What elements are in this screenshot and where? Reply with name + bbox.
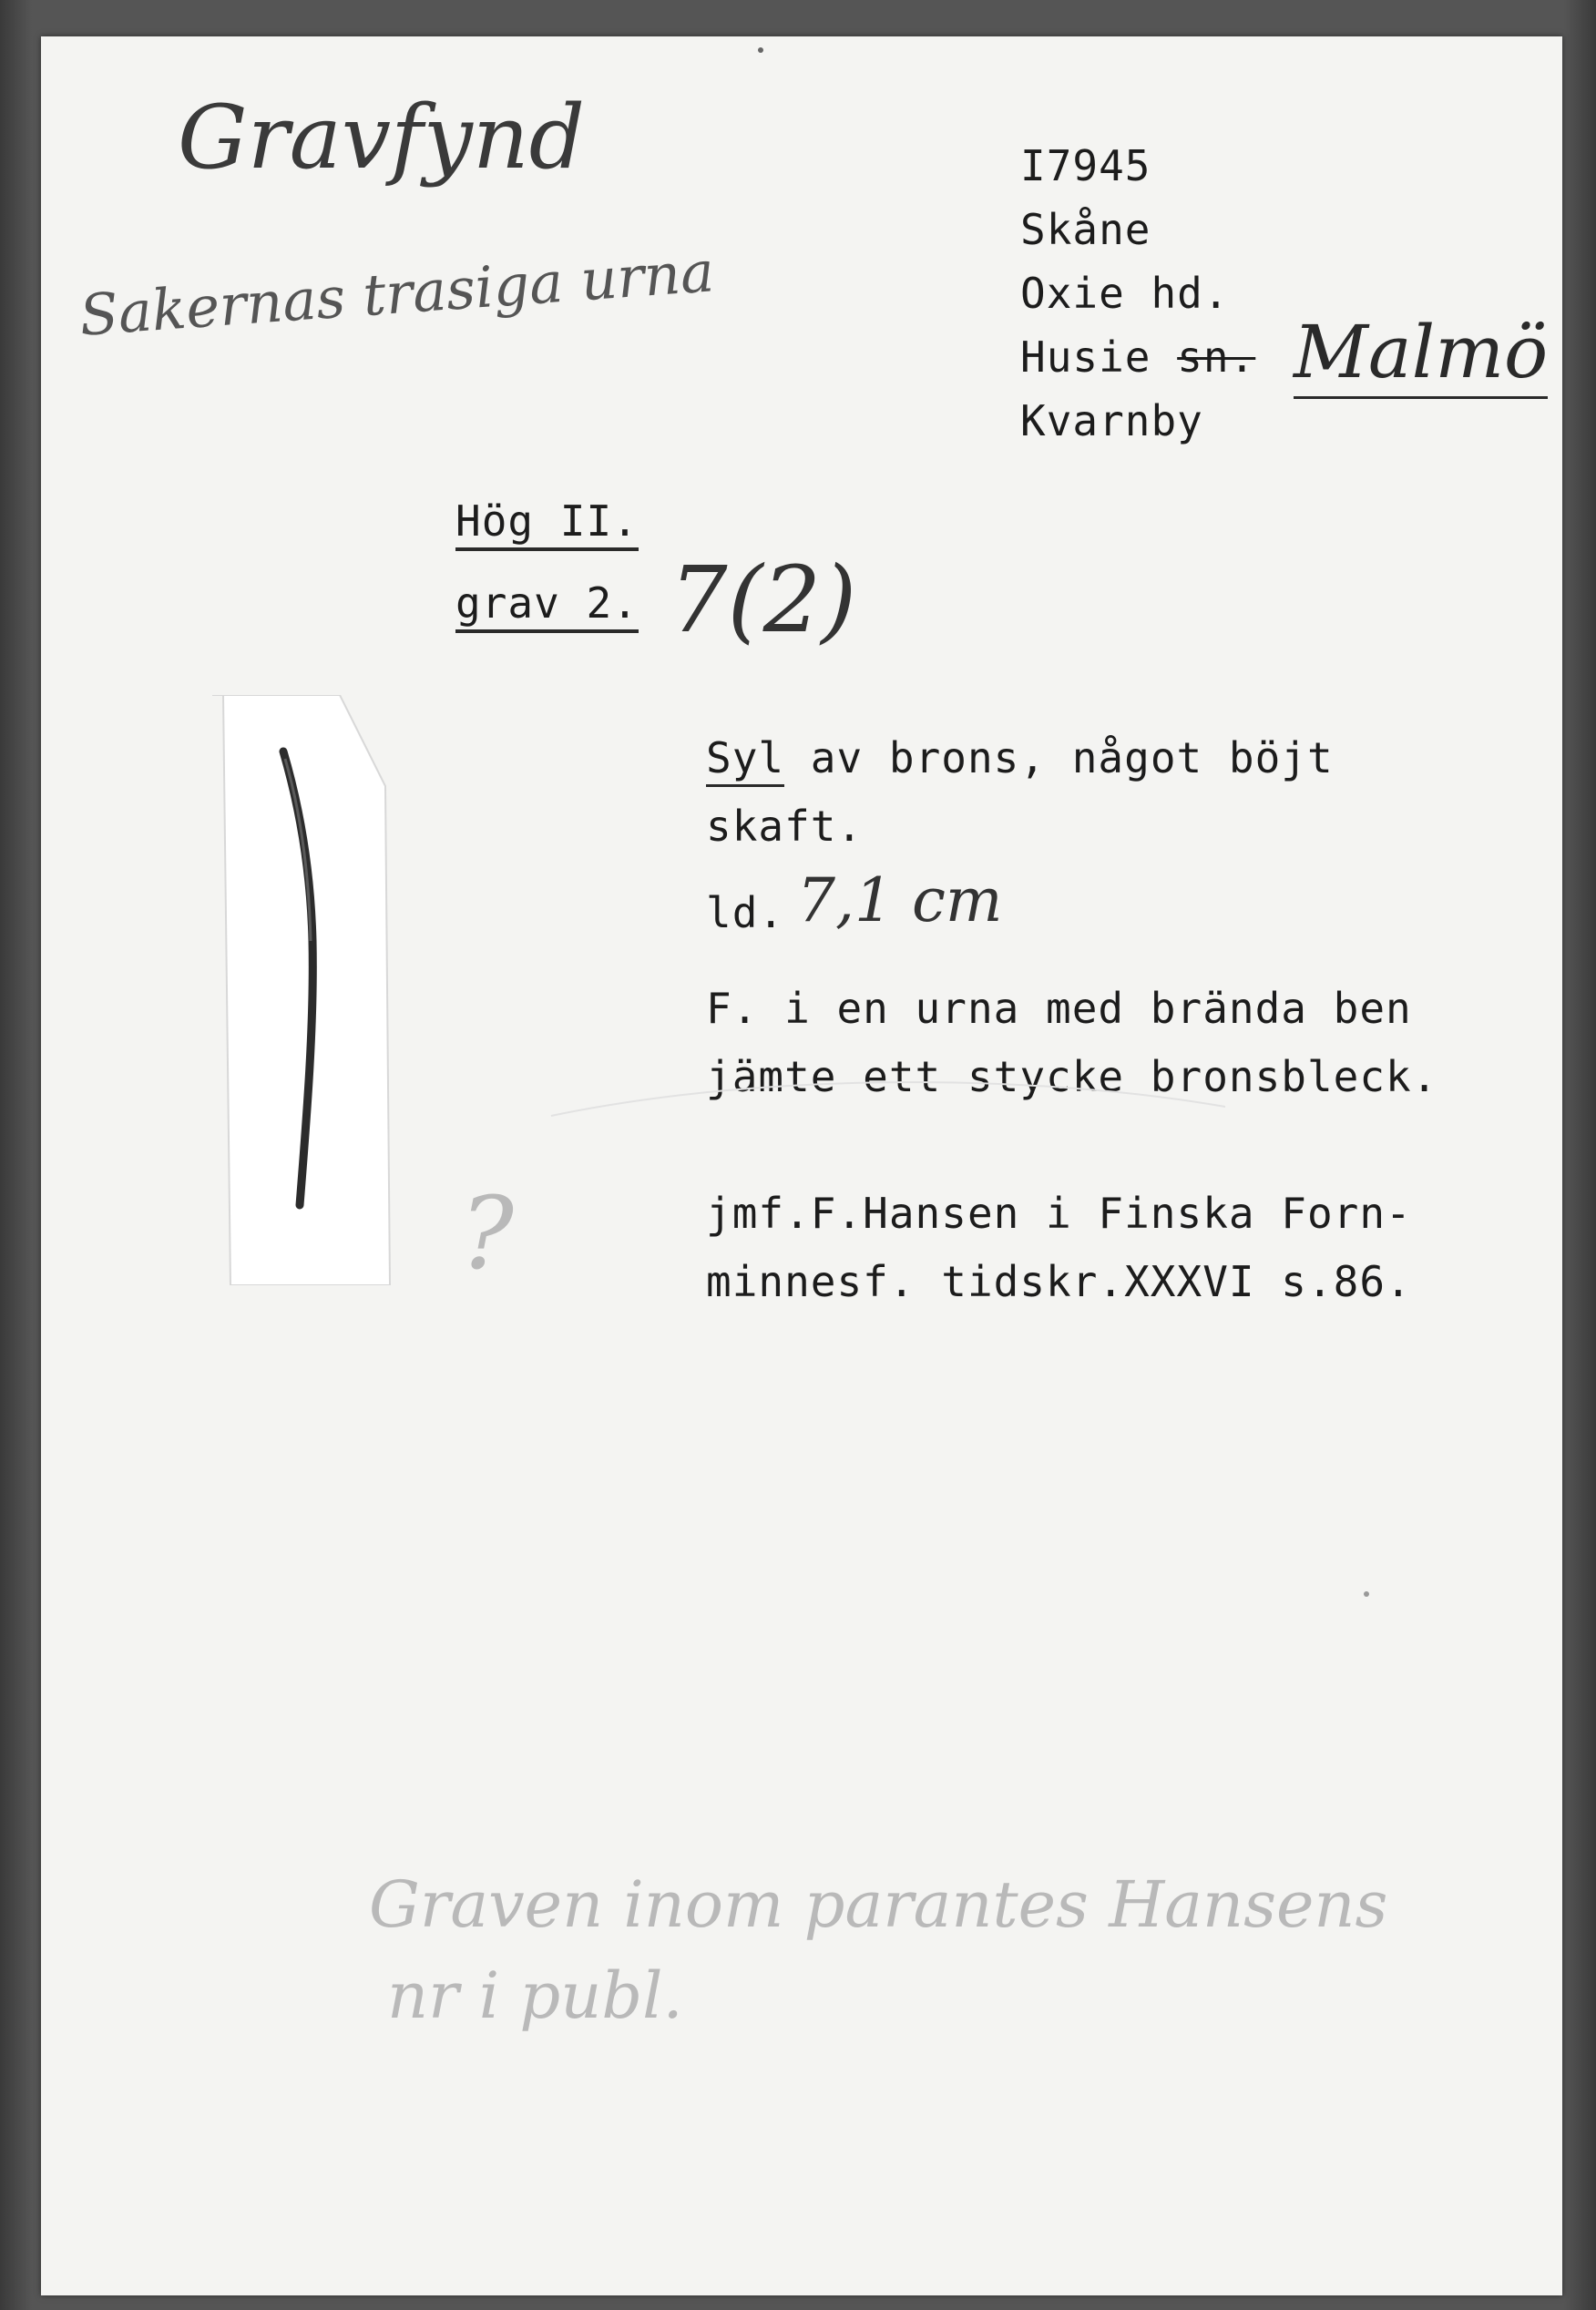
object-desc: av brons, något böjt [810,733,1334,782]
handwritten-length: 7,1 cm [797,865,1003,935]
grave-paren: (2) [727,547,857,653]
grave-underlined-number: 2. [586,578,639,628]
parish [1020,332,1255,382]
province: Skåne [1020,205,1151,254]
grave-number: 7 [670,547,728,653]
mound-label: Hög II. [455,496,639,551]
parish-name: Husie [1020,332,1151,382]
reference-line2: minnesf. tidskr.XXXVI s.86. [706,1257,1412,1306]
parish-suffix-struck: sn. [1177,332,1256,382]
description-line2: skaft. [706,802,864,851]
object-name: Syl [706,733,784,787]
reference-line1: jmf.F.Hansen i Finska Forn- [706,1189,1412,1238]
find-line2: jämte ett stycke bronsbleck. [706,1052,1438,1101]
length-label: ld. [706,888,785,937]
find-line1: F. i en urna med brända ben [706,984,1412,1033]
grave-prefix: grav [455,578,560,628]
pencil-note-line2: nr i publ. [387,1958,683,2033]
catalog-card [41,36,1562,2295]
grave-underlined-group [455,578,639,633]
handwritten-category: Gravfynd [178,87,586,189]
object-photograph [212,695,394,1285]
mound [455,496,639,546]
village: Kvarnby [1020,396,1203,445]
hundred: Oxie hd. [1020,269,1230,318]
awl-photo-icon [212,695,394,1285]
pencil-question-mark: ? [460,1175,514,1292]
pencil-note-line1: Graven inom parantes Hansens [369,1867,1388,1942]
grave-line [455,578,639,628]
description-line1 [706,733,1334,782]
catalog-number: I7945 [1020,141,1151,190]
handwritten-note: Sakernas trasiga urna [77,238,717,349]
handwritten-city: Malmö [1294,310,1548,399]
handwritten-grave-number [670,547,856,653]
